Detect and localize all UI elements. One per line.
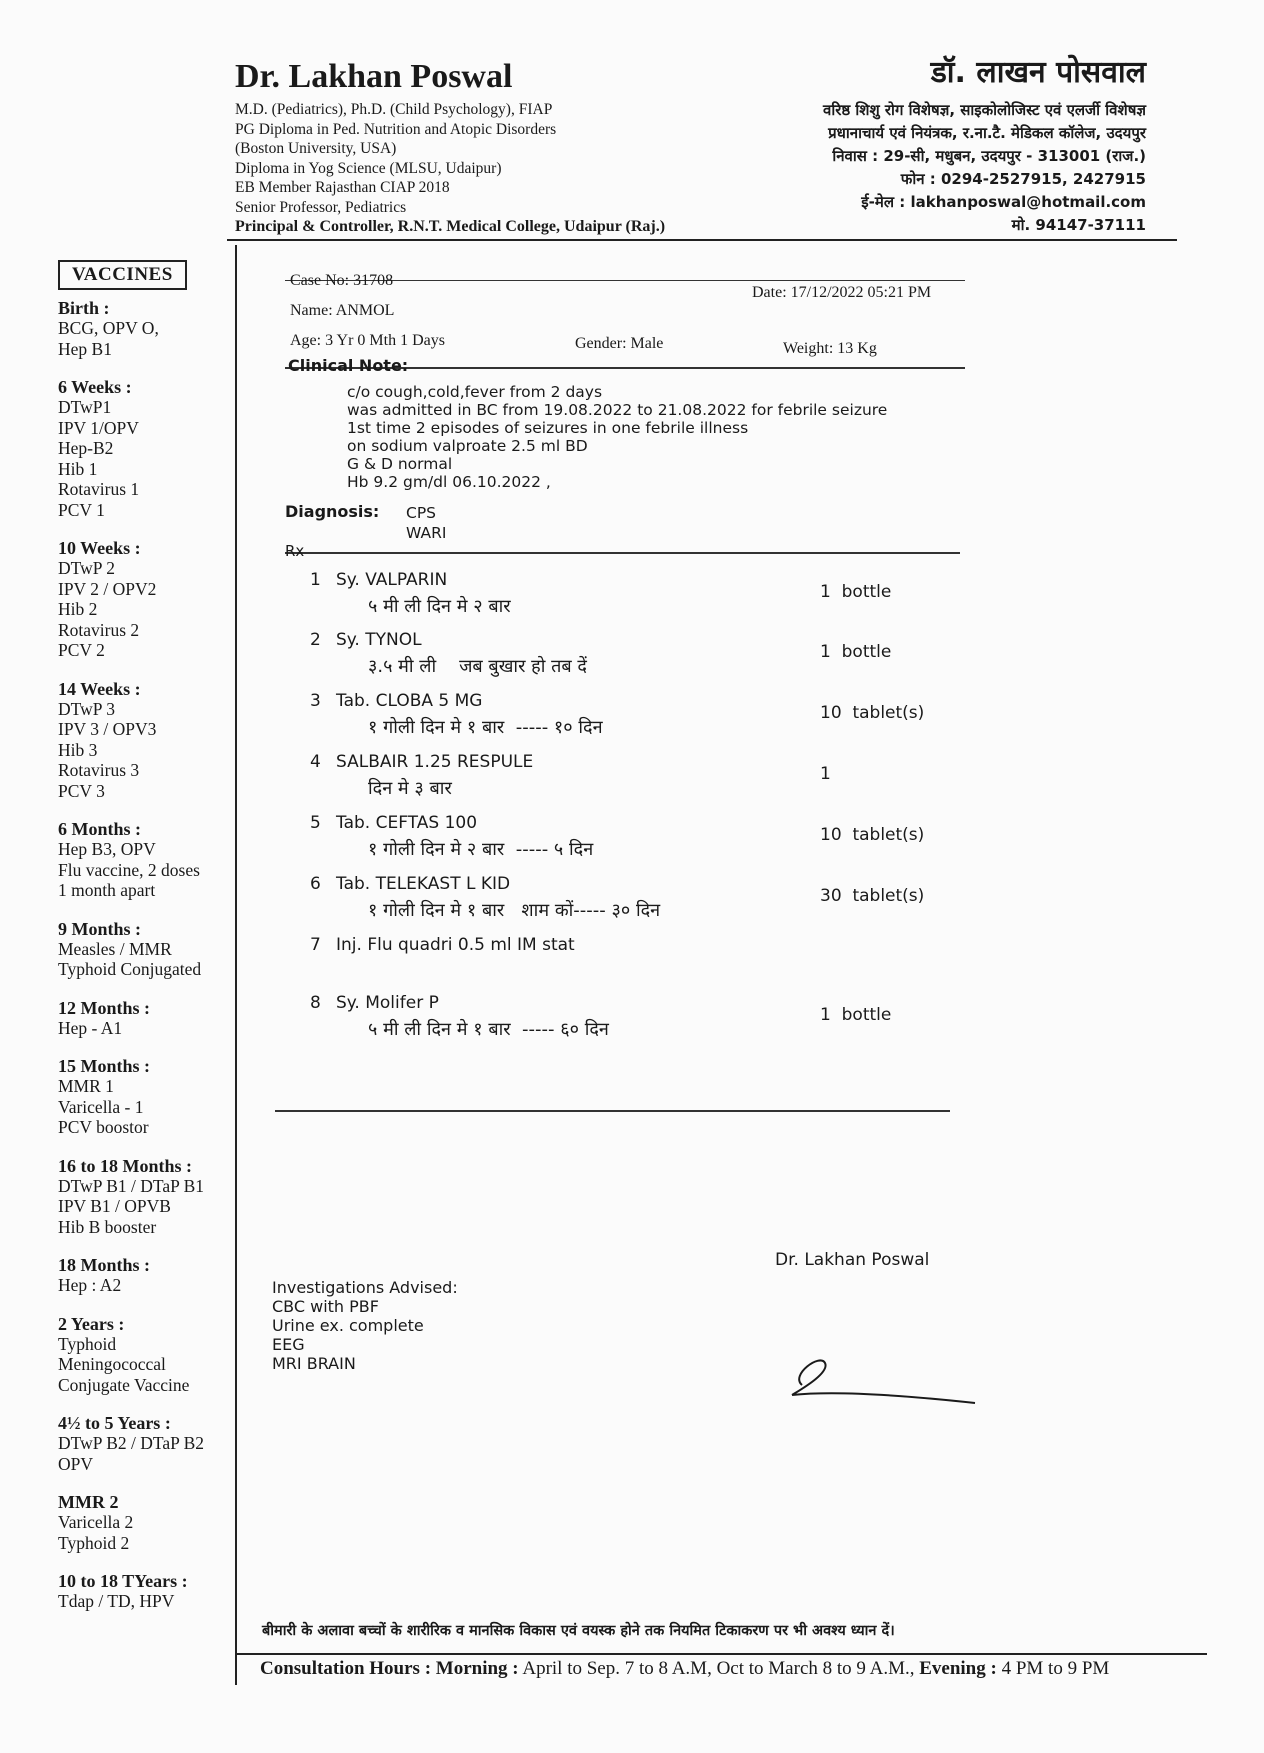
- investigations-label: Investigations Advised:: [272, 1278, 458, 1297]
- vaccine-group: [58, 1492, 238, 1553]
- vaccine-item: Conjugate Vaccine: [58, 1374, 190, 1395]
- morning-label: Morning :: [435, 1658, 519, 1679]
- morning-hours: April to Sep. 7 to 8 A.M, Oct to March 8 to 9 A.M.,: [522, 1658, 915, 1679]
- vaccine-item: Rotavirus 1: [58, 479, 140, 499]
- evening-hours: 4 PM to 9 PM: [1001, 1658, 1110, 1679]
- medicine-row: [310, 570, 950, 618]
- vaccine-item: Varicella - 1: [58, 1096, 144, 1117]
- medicine-name: SALBAIR 1.25 RESPULE: [336, 752, 534, 772]
- vaccine-item: Hib B booster: [58, 1216, 157, 1237]
- vaccine-item: BCG, OPV O,: [58, 318, 159, 338]
- vaccine-group: [58, 1056, 238, 1138]
- medicine-row: [310, 874, 950, 922]
- vaccine-group-heading: Birth :: [58, 298, 110, 318]
- vaccine-item: Rotavirus 3: [58, 760, 140, 780]
- vaccine-item: Meningococcal: [58, 1354, 166, 1374]
- vaccine-group: [58, 1255, 238, 1296]
- vaccine-group: [58, 298, 238, 359]
- vaccine-group: [58, 1571, 238, 1612]
- hindi-header: [823, 50, 1146, 237]
- vaccine-item: Tdap / TD, HPV: [58, 1591, 175, 1611]
- medicine-name: Tab. TELEKAST L KID: [336, 874, 511, 894]
- vaccine-item: MMR 1: [58, 1076, 114, 1096]
- diagnosis-value: WARI: [406, 524, 447, 542]
- signature-name: Dr. Lakhan Poswal: [775, 1250, 930, 1270]
- investigation-item: Urine ex. complete: [272, 1316, 424, 1335]
- hindi-line: निवास : 29-सी, मधुबन, उदयपुर - 313001 (राज.): [832, 147, 1146, 165]
- vaccine-group: [58, 679, 238, 802]
- hindi-line: प्रधानाचार्य एवं नियंत्रक, र.ना.टै. मेडिकल कॉलेज, उदयपुर: [828, 124, 1146, 142]
- hindi-line: मो. 94147-37111: [1011, 216, 1146, 234]
- evening-label: Evening :: [919, 1658, 997, 1679]
- vaccine-group-heading: 12 Months :: [58, 997, 151, 1018]
- medicine-instruction: ३.५ मी ली जब बुखार हो तब दें: [368, 656, 587, 677]
- diagnosis-value: CPS: [406, 504, 437, 522]
- vaccine-item: PCV boostor: [58, 1117, 149, 1137]
- medicine-number: 4: [310, 752, 321, 772]
- vaccine-group: [58, 998, 238, 1039]
- vaccine-item: 1 month apart: [58, 880, 156, 900]
- rx-symbol: Rx: [285, 542, 305, 560]
- vaccine-item: PCV 2: [58, 640, 105, 660]
- medicine-quantity: 30 tablet(s): [820, 886, 925, 906]
- vaccine-item: Measles / MMR: [58, 938, 172, 959]
- vaccine-item: DTwP 2: [58, 558, 115, 578]
- medicine-number: 5: [310, 813, 321, 833]
- doctor-name: Dr. Lakhan Poswal: [235, 58, 513, 95]
- vaccine-item: Flu vaccine, 2 doses: [58, 859, 200, 880]
- vaccine-item: IPV 1/OPV: [58, 417, 139, 438]
- medicine-quantity: 1 bottle: [820, 642, 892, 662]
- vaccine-group-heading: 6 Months :: [58, 819, 142, 839]
- clinical-note-line: 1st time 2 episodes of seizures in one febrile illness: [347, 419, 749, 437]
- signature-mark: [780, 1345, 980, 1415]
- medicine-number: 6: [310, 874, 321, 894]
- vaccine-group-heading: MMR 2: [58, 1492, 119, 1512]
- vaccine-group-heading: 6 Weeks :: [58, 377, 132, 397]
- vaccine-group: [58, 1314, 238, 1396]
- medicine-row: [310, 813, 950, 861]
- medicine-name-line: [310, 752, 950, 772]
- medicine-name: Tab. CEFTAS 100: [336, 813, 478, 833]
- medicine-quantity: 1: [820, 764, 831, 784]
- vaccine-schedule: [58, 260, 238, 1630]
- medicine-quantity: 1 bottle: [820, 1005, 892, 1025]
- diagnosis-label: Diagnosis:: [285, 502, 380, 521]
- vaccine-item: Hep B3, OPV: [58, 839, 156, 859]
- vaccine-group-heading: 2 Years :: [58, 1313, 125, 1334]
- vaccine-item: IPV 3 / OPV3: [58, 719, 157, 739]
- footer-divider: [237, 1653, 1207, 1655]
- vaccine-item: DTwP B2 / DTaP B2: [58, 1433, 204, 1453]
- medicine-quantity: 10 tablet(s): [820, 825, 925, 845]
- patient-weight: Weight: 13 Kg: [783, 340, 877, 357]
- visit-date: Date: 17/12/2022 05:21 PM: [752, 284, 932, 301]
- qualification-line: Diploma in Yog Science (MLSU, Udaipur): [235, 159, 502, 177]
- vaccine-item: Hep B1: [58, 338, 112, 359]
- vaccine-item: Typhoid: [58, 1333, 117, 1354]
- clinical-note-label: Clinical Note:: [288, 356, 409, 375]
- vaccine-item: Hib 3: [58, 739, 98, 760]
- vaccine-item: Typhoid 2: [58, 1532, 130, 1553]
- hindi-doctor-name: डॉ. लाखन पोसवाल: [930, 55, 1146, 90]
- qualification-line: Principal & Controller, R.N.T. Medical College, Udaipur (Raj.): [235, 218, 666, 235]
- medicine-row: [310, 993, 950, 1041]
- investigation-item: MRI BRAIN: [272, 1354, 356, 1373]
- vaccines-title: VACCINES: [58, 260, 187, 290]
- vaccine-group: [58, 1156, 238, 1238]
- vaccine-group-heading: 10 to 18 TYears :: [58, 1571, 188, 1591]
- prescription-end-rule: [275, 1110, 950, 1112]
- qualification-line: M.D. (Pediatrics), Ph.D. (Child Psychology), FIAP: [235, 101, 553, 118]
- patient-age: Age: 3 Yr 0 Mth 1 Days: [290, 332, 445, 349]
- qualification-line: Senior Professor, Pediatrics: [235, 198, 407, 216]
- vaccine-group: [58, 377, 238, 520]
- clinical-note-line: on sodium valproate 2.5 ml BD: [347, 437, 588, 455]
- vaccine-item: Varicella 2: [58, 1512, 134, 1532]
- vaccine-item: Typhoid Conjugated: [58, 959, 202, 979]
- vaccine-group: [58, 1413, 238, 1474]
- investigation-item: EEG: [272, 1335, 305, 1354]
- patient-name: Name: ANMOL: [290, 302, 395, 319]
- vaccine-item: DTwP 3: [58, 698, 115, 719]
- medicine-instruction: १ गोली दिन मे २ बार ----- ५ दिन: [368, 839, 594, 860]
- medicine-name: Inj. Flu quadri 0.5 ml IM stat: [336, 935, 575, 955]
- header-divider: [227, 239, 1177, 241]
- medicine-number: 7: [310, 935, 321, 955]
- vaccine-group: [58, 919, 238, 980]
- medicine-number: 8: [310, 993, 321, 1013]
- medicine-quantity: 10 tablet(s): [820, 703, 925, 723]
- patient-gender: Gender: Male: [575, 335, 664, 352]
- clinical-note-line: G & D normal: [347, 455, 453, 473]
- medicine-number: 2: [310, 630, 321, 650]
- vaccine-group-heading: 15 Months :: [58, 1056, 151, 1076]
- medicine-instruction: ५ मी ली दिन मे १ बार ----- ६० दिन: [368, 1019, 609, 1040]
- medicine-row: [310, 935, 950, 959]
- qualifications-list: [235, 100, 665, 237]
- vaccine-item: PCV 3: [58, 780, 105, 801]
- medicine-name-line: [310, 935, 950, 955]
- vaccine-item: PCV 1: [58, 499, 105, 520]
- clinical-note-line: Hb 9.2 gm/dl 06.10.2022 ,: [347, 473, 551, 491]
- vaccine-group-heading: 14 Weeks :: [58, 678, 141, 699]
- vaccine-item: IPV 2 / OPV2: [58, 578, 157, 599]
- medicine-instruction: ५ मी ली दिन मे २ बार: [368, 596, 511, 617]
- vaccine-group-heading: 9 Months :: [58, 918, 142, 939]
- qualification-line: (Boston University, USA): [235, 140, 397, 157]
- medicine-row: [310, 691, 950, 739]
- medicine-instruction: १ गोली दिन मे १ बार ----- १० दिन: [368, 717, 603, 738]
- medicine-quantity: 1 bottle: [820, 582, 892, 602]
- investigations: [272, 1278, 458, 1373]
- vaccine-item: Hep-B2: [58, 438, 114, 458]
- vaccine-item: OPV: [58, 1453, 94, 1474]
- vaccine-item: Hep : A2: [58, 1275, 122, 1295]
- clinical-note-line: c/o cough,cold,fever from 2 days: [347, 383, 603, 401]
- hindi-line: फोन : 0294-2527915, 2427915: [900, 170, 1146, 188]
- vaccine-item: Hep - A1: [58, 1017, 123, 1038]
- medicine-row: [310, 752, 950, 800]
- hindi-line: ई-मेल : lakhanposwal@hotmail.com: [861, 193, 1146, 211]
- vaccine-group-heading: 10 Weeks :: [58, 538, 141, 558]
- medicine-number: 1: [310, 570, 321, 590]
- hindi-line: वरिष्ठ शिशु रोग विशेषज्ञ, साइकोलोजिस्ट एवं एलर्जी विशेषज्ञ: [823, 101, 1146, 119]
- vaccine-group-heading: 18 Months :: [58, 1255, 151, 1275]
- vaccine-item: DTwP B1 / DTaP B1: [58, 1175, 204, 1196]
- qualification-line: PG Diploma in Ped. Nutrition and Atopic Disorders: [235, 120, 557, 138]
- medicine-instruction: १ गोली दिन मे १ बार शाम कों----- ३० दिन: [368, 900, 661, 921]
- vaccine-group-heading: 4½ to 5 Years :: [58, 1413, 171, 1433]
- case-number: Case No: 31708: [290, 272, 394, 289]
- qualification-line: EB Member Rajasthan CIAP 2018: [235, 179, 450, 196]
- investigation-item: CBC with PBF: [272, 1297, 379, 1316]
- clinical-note-text: [347, 383, 887, 491]
- consult-label: Consultation Hours :: [260, 1658, 432, 1679]
- rx-divider: [285, 552, 960, 554]
- consultation-hours: [260, 1658, 1109, 1680]
- footer-hindi-note: बीमारी के अलावा बच्चों के शारीरिक व मानसिक विकास एवं वयस्क होने तक नियमित टिकाकरण पर भी अवश्य ध्यान दें।: [262, 1623, 895, 1639]
- vaccine-item: IPV B1 / OPVB: [58, 1196, 171, 1216]
- medicine-name: Sy. VALPARIN: [336, 570, 448, 590]
- vaccine-group: [58, 538, 238, 661]
- vaccine-item: Hib 2: [58, 599, 98, 619]
- vaccine-group-heading: 16 to 18 Months :: [58, 1155, 192, 1176]
- medicine-instruction: दिन मे ३ बार: [368, 778, 452, 799]
- medicine-name: Tab. CLOBA 5 MG: [336, 691, 483, 711]
- vaccine-group: [58, 819, 238, 901]
- clinical-note-line: was admitted in BC from 19.08.2022 to 21.08.2022 for febrile seizure: [347, 401, 888, 419]
- vaccine-item: Rotavirus 2: [58, 619, 140, 640]
- medicine-number: 3: [310, 691, 321, 711]
- medicine-name: Sy. TYNOL: [336, 630, 422, 650]
- medicine-name: Sy. Molifer P: [336, 993, 439, 1013]
- vaccine-item: Hib 1: [58, 458, 98, 479]
- medicine-row: [310, 630, 950, 678]
- vaccine-item: DTwP1: [58, 397, 112, 417]
